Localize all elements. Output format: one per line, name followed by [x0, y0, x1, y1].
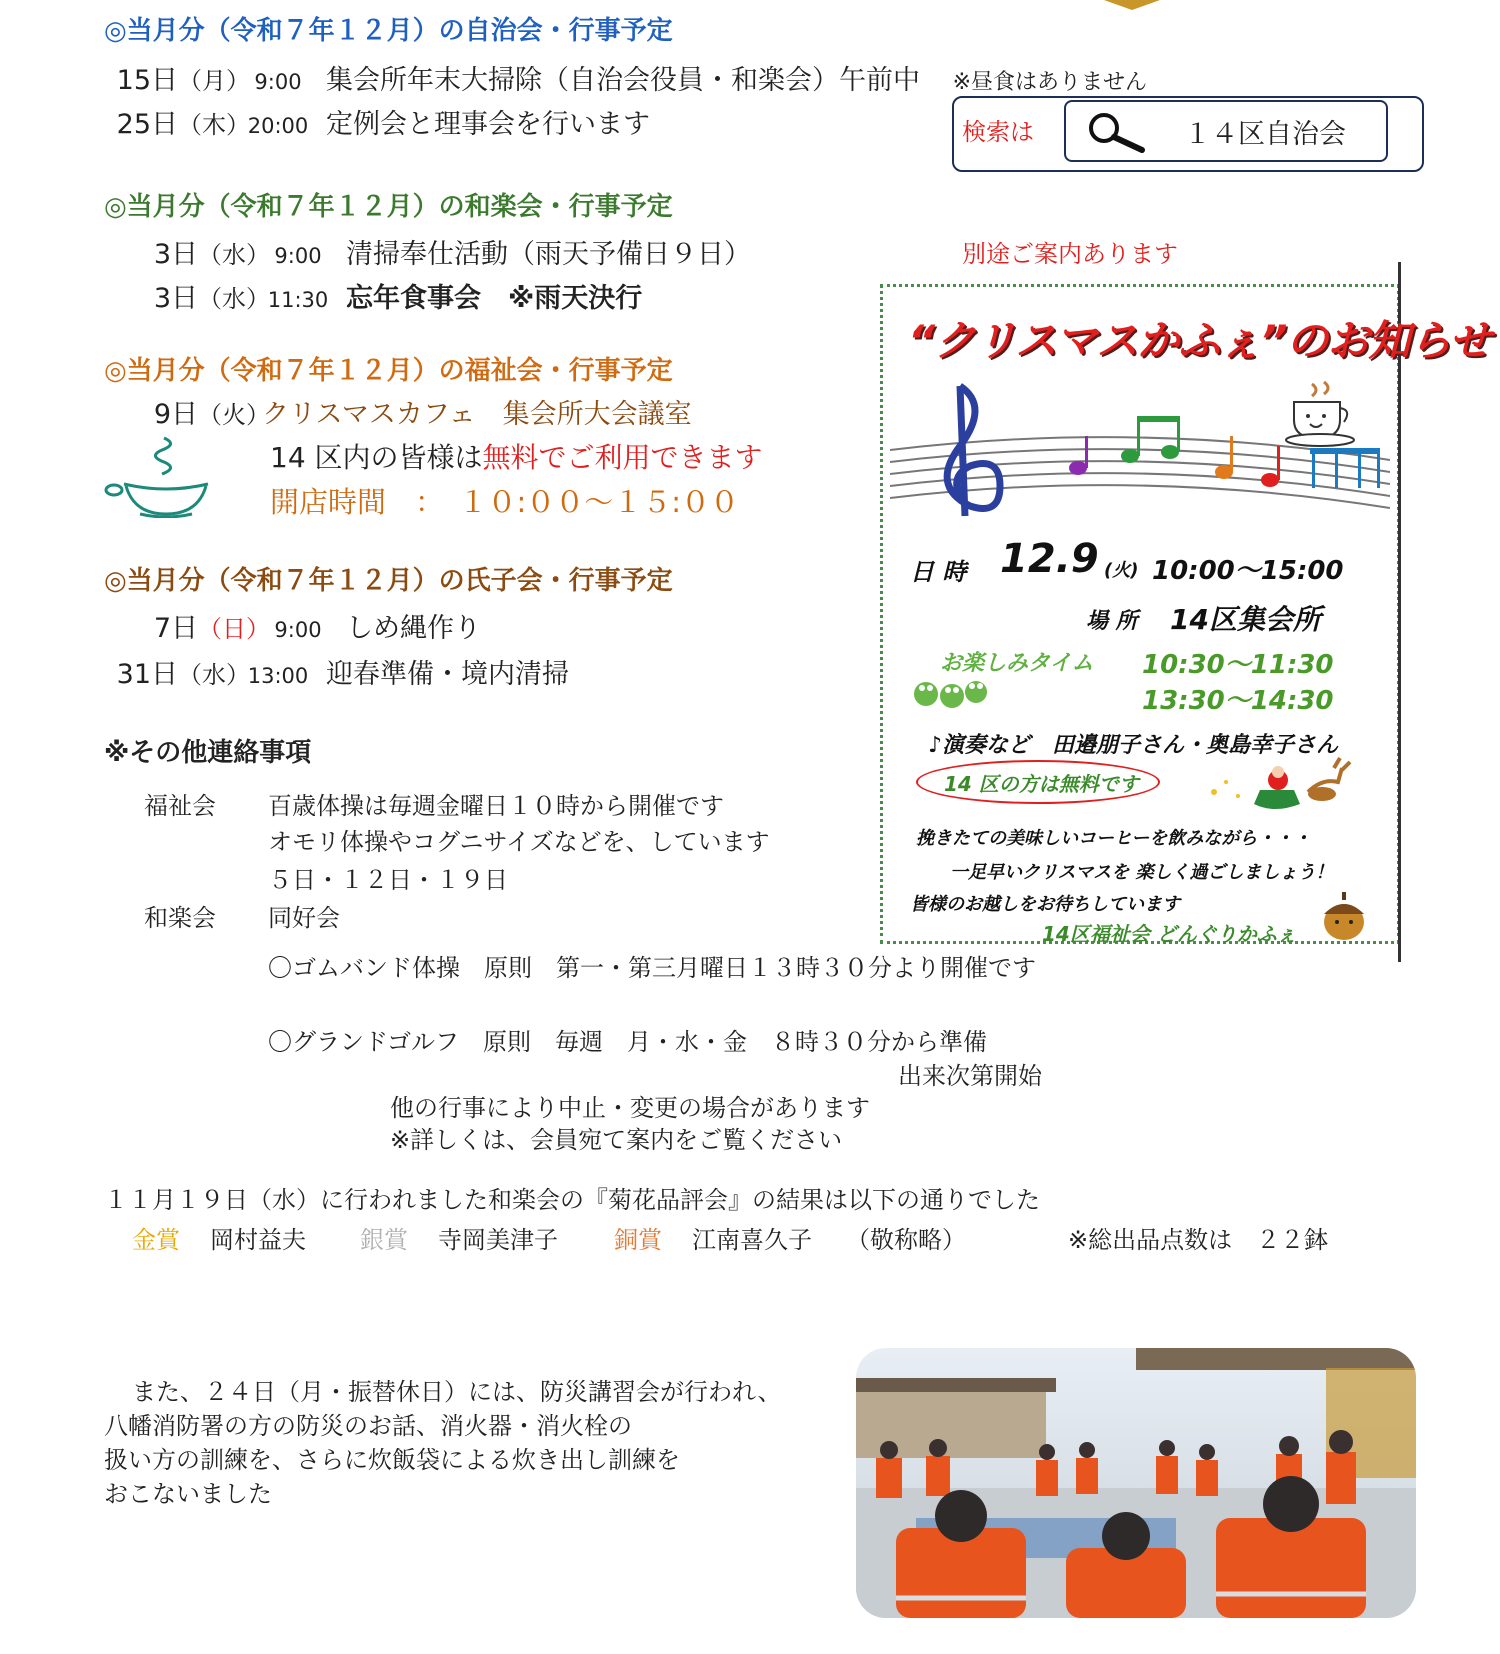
fukushi-line: オモリ体操やコグニサイズなどを、しています [268, 828, 770, 856]
day: 9日 [153, 399, 198, 430]
search-label: 検索は [962, 118, 1034, 146]
time: 9:00 [274, 618, 322, 642]
search-query: １４区自治会 [1184, 119, 1346, 150]
gold-name: 岡村益夫 [210, 1226, 306, 1254]
separate-notice: 別途ご案内あります [962, 240, 1178, 268]
santa-sleigh-icon [1204, 752, 1354, 818]
schedule-row [124, 232, 751, 271]
bronze-label: 銅賞 [614, 1226, 662, 1254]
event: しめ縄作り [346, 613, 481, 644]
flyer-org: 14区福祉会 どんぐりかふぇ [1042, 922, 1297, 946]
jichikai-heading: ◎当月分（令和７年１２月）の自治会・行事予定 [104, 16, 673, 46]
flyer-performers: ♪演奏など 田邉朋子さん・奥島幸子さん [928, 733, 1339, 758]
ujikokai-heading: ◎当月分（令和７年１２月）の氏子会・行事予定 [104, 566, 673, 596]
event: クリスマスカフェ 集会所大会議室 [262, 399, 692, 430]
weekday: （水） [178, 661, 250, 689]
day: 7日 [153, 613, 198, 644]
weekday: （水） [198, 241, 270, 269]
flyer-time: 10:00～15:00 [1152, 556, 1344, 586]
wagakukai-heading: ◎当月分（令和７年１２月）の和楽会・行事予定 [104, 192, 673, 222]
fukushikai-heading: ◎当月分（令和７年１２月）の福祉会・行事予定 [104, 356, 673, 386]
honorific: （敬称略） [846, 1226, 966, 1254]
flyer-msg: 皆様のお越しをお待ちしています [910, 894, 1180, 915]
flyer-fun-time: 10:30～11:30 [1142, 650, 1334, 680]
flyer-date: 12.9 [1000, 536, 1099, 582]
free-highlight: 無料でご利用できます [482, 441, 763, 474]
schedule-row [104, 58, 1147, 97]
coffee-icon [1284, 380, 1364, 448]
schedule-row [124, 276, 642, 315]
waraku-label: 和楽会 [144, 904, 216, 932]
schedule-row [104, 102, 650, 141]
note: ※昼食はありません [952, 70, 1148, 95]
silver-label: 銀賞 [360, 1226, 408, 1254]
flyer-msg: 一足早いクリスマスを 楽しく過ごしましょう！ [950, 862, 1334, 883]
free-prefix: 14 区内の皆様は [270, 441, 483, 474]
time: 20:00 [247, 114, 309, 138]
flyer-date-label: 日 時 [910, 558, 967, 586]
flyer-place-label: 場 所 [1086, 609, 1138, 634]
weekday: （日） [198, 615, 270, 643]
day: 25日 [116, 109, 178, 140]
day: 15日 [116, 65, 178, 96]
ground-golf-cont: 出来次第開始 [898, 1062, 1042, 1090]
schedule-row [104, 652, 569, 691]
flyer-fun-time: 13:30～14:30 [1142, 686, 1334, 716]
day: 3日 [153, 239, 198, 270]
flyer-place: 14区集会所 [1170, 603, 1321, 636]
time: 9:00 [274, 244, 322, 268]
total-entries: ※総出品点数は ２２鉢 [1068, 1226, 1329, 1254]
day: 31日 [116, 659, 178, 690]
acorn-icon [1316, 890, 1372, 942]
weekday: （月） [178, 67, 250, 95]
schedule-row [124, 392, 692, 431]
event: 迎春準備・境内清掃 [326, 659, 569, 690]
other-heading: ※その他連絡事項 [104, 738, 312, 768]
schedule-row [124, 606, 481, 645]
bronze-name: 江南喜久子 [692, 1226, 812, 1254]
gomu-band: 〇ゴムバンド体操 原則 第一・第三月曜日１３時３０分より開催です [268, 954, 1036, 982]
weekday: （木） [178, 111, 250, 139]
coffee-cup-icon [104, 432, 228, 518]
bousai-line: おこないました [104, 1480, 272, 1508]
flyer-msg: 挽きたての美味しいコーヒーを飲みながら・・・ [916, 828, 1312, 849]
disaster-drill-photo [856, 1348, 1416, 1618]
magnifier-icon [1084, 110, 1154, 154]
time: 9:00 [254, 70, 302, 94]
flyer-title: “クリスマスかふぇ”のお知らせ [908, 316, 1491, 365]
gold-label: 金賞 [132, 1226, 180, 1254]
event: 清掃奉仕活動（雨天予備日９日） [346, 239, 751, 270]
ground-golf: 〇グランドゴルフ 原則 毎週 月・水・金 ８時３０分から準備 [268, 1028, 988, 1056]
bousai-line: 扱い方の訓練を、さらに炊飯袋による炊き出し訓練を [104, 1446, 680, 1474]
flyer-fun-label: お楽しみタイム [940, 651, 1094, 676]
frog-icon [912, 668, 992, 712]
day: 3日 [153, 283, 198, 314]
open-hours: 開店時間 ： １０:００～１５:００ [270, 485, 740, 519]
fukushi-line: ５日・１２日・１９日 [268, 866, 508, 894]
event: 忘年食事会 ※雨天決行 [346, 283, 643, 314]
event: 定例会と理事会を行います [326, 109, 650, 140]
free-line [270, 436, 763, 476]
waraku-sub: 同好会 [268, 904, 340, 932]
kikka-intro: １１月１９日（水）に行われました和楽会の『菊花品評会』の結果は以下の通りでした [104, 1186, 1040, 1214]
time: 13:00 [247, 664, 309, 688]
search-box[interactable] [1064, 100, 1388, 162]
weekday: （火） [198, 401, 270, 429]
fukushi-line: 百歳体操は毎週金曜日１０時から開催です [268, 792, 724, 820]
flyer-free: 14 区の方は無料です [944, 772, 1139, 796]
event: 集会所年末大掃除（自治会役員・和楽会）午前中 [326, 65, 920, 96]
time: 11:30 [267, 288, 329, 312]
notice: ※詳しくは、会員宛て案内をご覧ください [390, 1126, 843, 1154]
bousai-line: 八幡消防署の方の防災のお話、消火器・消火栓の [104, 1412, 632, 1440]
ornament-icon [1104, 0, 1160, 10]
bousai-line: また、２４日（月・振替休日）には、防災講習会が行われ、 [132, 1378, 782, 1406]
flyer-weekday: (火) [1104, 560, 1139, 581]
silver-name: 寺岡美津子 [438, 1226, 558, 1254]
weekday: （水） [198, 285, 270, 313]
notice: 他の行事により中止・変更の場合があります [390, 1094, 870, 1122]
fukushi-label: 福祉会 [144, 792, 216, 820]
